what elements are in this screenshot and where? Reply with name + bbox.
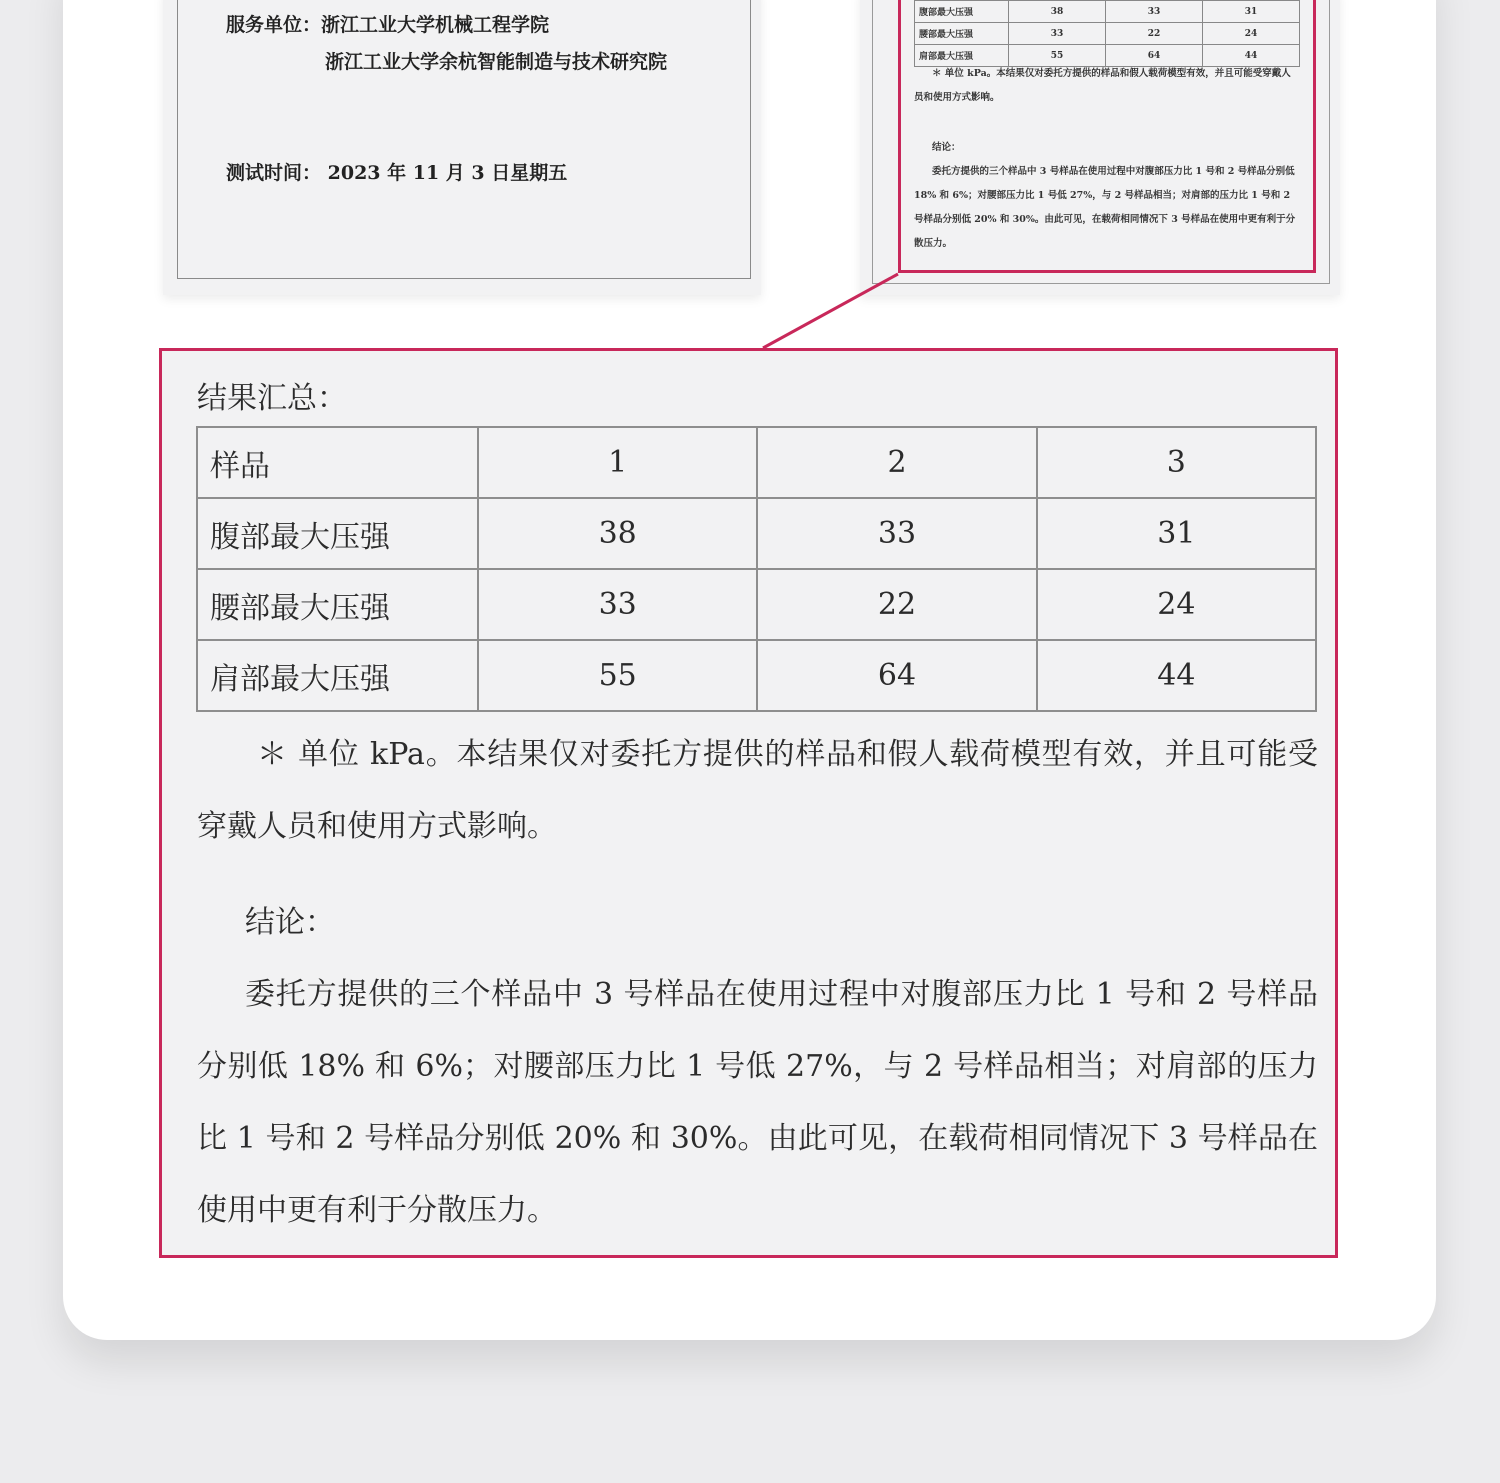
zoomed-results-panel (159, 348, 1338, 1258)
test-time-value: 2023 年 11 月 3 日星期五 (327, 162, 568, 184)
mini-pressure-value: 33 (1009, 23, 1106, 45)
results-heading: 结果汇总： (197, 381, 347, 416)
mini-note: ＊ 单位 kPa。本结果仅对委托方提供的样品和假人载荷模型有效，并且可能受穿戴人员和使用方式影响。 (914, 68, 1291, 103)
results-table (196, 426, 1317, 712)
mini-pressure-value: 33 (1106, 1, 1203, 23)
unit-note: ＊ 单位 kPa。本结果仅对委托方提供的样品和假人载荷模型有效，并且可能受穿戴人员和使用方式影响。 (197, 737, 1318, 844)
mini-row-label: 腹部最大压强 (915, 1, 1009, 23)
row-label: 肩部最大压强 (197, 640, 478, 711)
conclusion-label: 结论： (245, 905, 335, 940)
service-unit-label: 服务单位： (226, 14, 322, 36)
test-time-label: 测试时间： (226, 162, 322, 184)
column-header-sample: 样品 (197, 427, 478, 498)
pressure-value: 22 (757, 569, 1036, 640)
pressure-value: 64 (757, 640, 1036, 711)
column-header-sample-3: 3 (1037, 427, 1316, 498)
pressure-value: 24 (1037, 569, 1316, 640)
pressure-value: 38 (478, 498, 757, 569)
mini-pressure-value: 22 (1106, 23, 1203, 45)
mini-pressure-value: 55 (1009, 45, 1106, 67)
pressure-value: 33 (757, 498, 1036, 569)
table-row (197, 569, 1316, 640)
pressure-value: 55 (478, 640, 757, 711)
mini-conclusion-label: 结论： (932, 142, 961, 153)
row-label: 腹部最大压强 (197, 498, 478, 569)
mini-pressure-value: 38 (1009, 1, 1106, 23)
mini-pressure-value: 44 (1203, 45, 1300, 67)
mini-pressure-value: 31 (1203, 1, 1300, 23)
pressure-value: 33 (478, 569, 757, 640)
pressure-value: 44 (1037, 640, 1316, 711)
table-row (197, 498, 1316, 569)
pressure-value: 31 (1037, 498, 1316, 569)
mini-row-label: 腰部最大压强 (915, 23, 1009, 45)
mini-row-label: 肩部最大压强 (915, 45, 1009, 67)
service-unit-2: 浙江工业大学余杭智能制造与技术研究院 (325, 51, 668, 73)
column-header-sample-2: 2 (757, 427, 1036, 498)
mini-pressure-value: 24 (1203, 23, 1300, 45)
row-label: 腰部最大压强 (197, 569, 478, 640)
conclusion-text: 委托方提供的三个样品中 3 号样品在使用过程中对腹部压力比 1 号和 2 号样品分别低 18% 和 6%；对腰部压力比 1 号低 27%，与 2 号样品相当；对肩部的压力比 1 号和 2 号样品分别低 20% 和 30%。由此可见，在载荷相同情况下 3 号样品在使用中更有利于分散压力。 (197, 977, 1318, 1228)
column-header-sample-1: 1 (478, 427, 757, 498)
table-row (197, 640, 1316, 711)
mini-pressure-value: 64 (1106, 45, 1203, 67)
table-header-row (197, 427, 1316, 498)
service-unit-1: 浙江工业大学机械工程学院 (321, 14, 550, 36)
mini-conclusion: 委托方提供的三个样品中 3 号样品在使用过程中对腹部压力比 1 号和 2 号样品分别低 18% 和 6%；对腰部压力比 1 号低 27%，与 2 号样品相当；对肩部的压力比 1 号和 2 号样品分别低 20% 和 30%。由此可见，在载荷相同情况下 3 号样品在使用中更有利于分散压力。 (914, 166, 1296, 249)
